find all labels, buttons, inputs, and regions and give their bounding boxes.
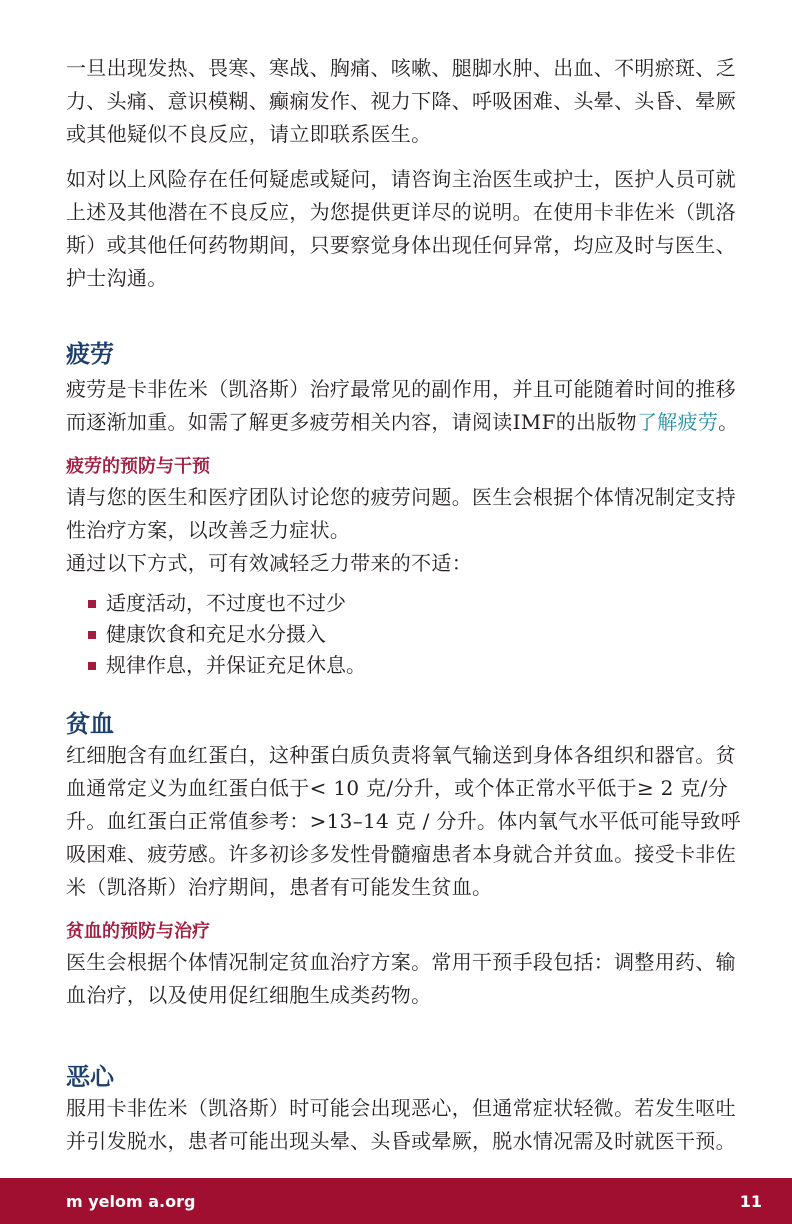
anemia-paragraph: 红细胞含有血红蛋白，这种蛋白质负责将氧气输送到身体各组织和器官。贫血通常定义为血红蛋白低于< 10 克/分升，或个体正常水平低于≥ 2 克/分升。血红蛋白正常值参考：>13–14 克 / 分升。体内氧气水平低可能导致呼吸困难、疲劳感。许多初诊多发性骨髓瘤患者本身就合并贫血。接受卡非佐米（凯洛斯）治疗期间，患者有可能发生贫血。 xyxy=(66,743,741,899)
intro-paragraph-1: 一旦出现发热、畏寒、寒战、胸痛、咳嗽、腿脚水肿、出血、不明瘀斑、乏力、头痛、意识模糊、癫痫发作、视力下降、呼吸困难、头晕、头昏、晕厥或其他疑似不良反应，请立即联系医生。 xyxy=(66,56,736,146)
fatigue-prevention-paragraph: 请与您的医生和医疗团队讨论您的疲劳问题。医生会根据个体情况制定支持性治疗方案，以改善乏力症状。 xyxy=(66,485,736,542)
bullet-square-icon xyxy=(88,631,96,639)
bullet-square-icon xyxy=(88,662,96,670)
fatigue-prevention-subheading: 疲劳的预防与干预 xyxy=(66,456,210,477)
list-item xyxy=(66,650,742,681)
anemia-treatment-paragraph: 医生会根据个体情况制定贫血治疗方案。常用干预手段包括：调整用药、输血治疗，以及使用促红细胞生成类药物。 xyxy=(66,950,736,1007)
page-content xyxy=(66,0,742,1158)
fatigue-paragraph xyxy=(66,373,742,439)
list-item-text: 健康饮食和充足水分摄入 xyxy=(106,622,326,646)
footer-website: m yelom a.org xyxy=(66,1192,196,1211)
list-item-text: 规律作息，并保证充足休息。 xyxy=(106,653,366,677)
intro-paragraph-2: 如对以上风险存在任何疑虑或疑问，请咨询主治医生或护士，医护人员可就上述及其他潜在不良反应，为您提供更详尽的说明。在使用卡非佐米（凯洛斯）或其他任何药物期间，只要察觉身体出现任何异常，均应及时与医生、护士沟通。 xyxy=(66,167,736,290)
list-item-text: 适度活动，不过度也不过少 xyxy=(106,591,346,615)
list-item xyxy=(66,619,742,650)
fatigue-tips-list xyxy=(66,588,742,681)
nausea-paragraph: 服用卡非佐米（凯洛斯）时可能会出现恶心，但通常症状轻微。若发生呕吐并引发脱水，患者可能出现头晕、头昏或晕厥，脱水情况需及时就医干预。 xyxy=(66,1096,736,1153)
nausea-heading: 恶心 xyxy=(66,1062,114,1091)
anemia-heading: 贫血 xyxy=(66,709,114,738)
understanding-fatigue-link[interactable]: 了解疲劳 xyxy=(636,410,719,434)
page-number: 11 xyxy=(739,1192,762,1211)
list-item xyxy=(66,588,742,619)
fatigue-body-text: 疲劳是卡非佐米（凯洛斯）治疗最常见的副作用，并且可能随着时间的推移而逐渐加重。如需了解更多疲劳相关内容，请阅读IMF的出版物 xyxy=(66,377,736,434)
fatigue-heading: 疲劳 xyxy=(66,339,114,368)
anemia-treatment-subheading: 贫血的预防与治疗 xyxy=(66,921,210,942)
fatigue-body-end: 。 xyxy=(718,410,739,434)
page-footer xyxy=(0,1178,792,1224)
bullet-square-icon xyxy=(88,600,96,608)
fatigue-tips-intro: 通过以下方式，可有效减轻乏力带来的不适： xyxy=(66,551,472,575)
